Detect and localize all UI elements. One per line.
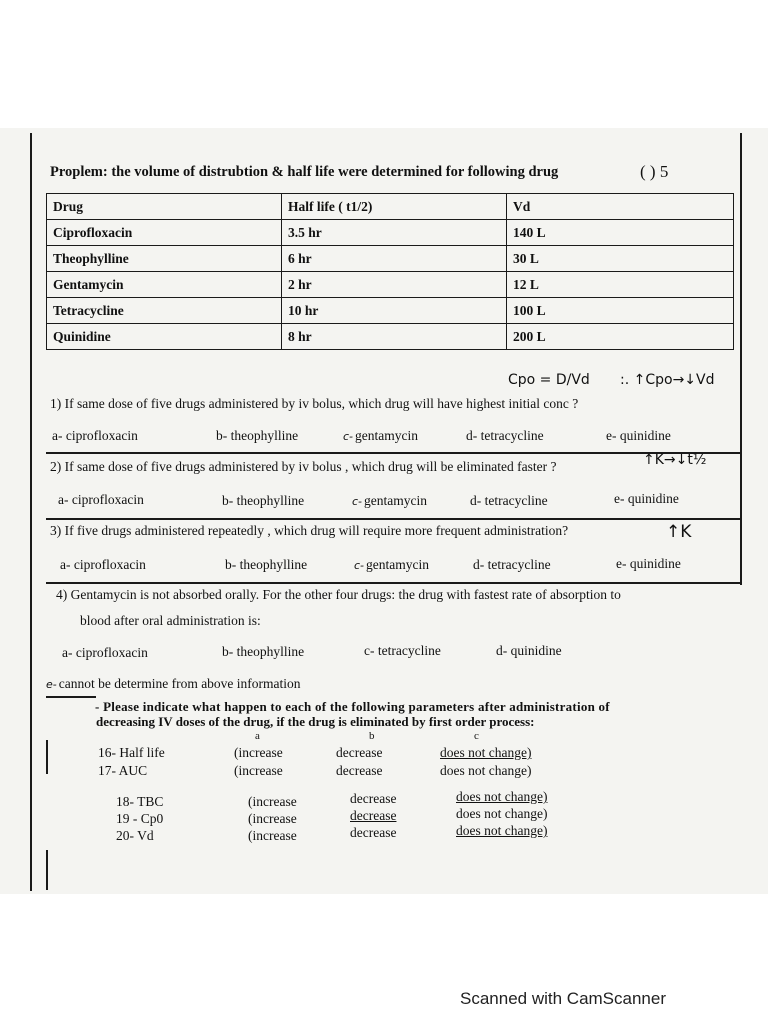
cell-vd: 12 L <box>507 272 734 298</box>
question-2: 2) If same dose of five drugs administered by iv bolus , which drug will be eliminated faster ? <box>50 459 557 474</box>
cell-half-life: 8 hr <box>282 324 507 350</box>
cell-vd: 100 L <box>507 298 734 324</box>
cell-drug: Ciprofloxacin <box>47 220 282 246</box>
problem-title: Proplem: the volume of distrubtion & half life were determined for following drug <box>50 164 559 180</box>
param-16-a: (increase <box>234 745 283 760</box>
param-19-c: does not change) <box>456 806 548 821</box>
q1-option-c-label: gentamycin <box>355 428 419 443</box>
drug-table <box>46 193 734 350</box>
divider <box>46 452 740 454</box>
q4-option-e-label: cannot be determine from above information <box>58 676 301 691</box>
question-1: 1) If same dose of five drugs administered by iv bolus, which drug will have highest initial conc ? <box>50 396 579 411</box>
check-mark-icon: c- <box>352 495 363 508</box>
header-half-life: Half life ( t1/2) <box>282 194 507 220</box>
question-5-line-2: decreasing IV doses of the drug, if the drug is eliminated by first order process: <box>96 714 535 729</box>
param-16-c: does not change) <box>440 745 532 760</box>
cell-half-life: 3.5 hr <box>282 220 507 246</box>
q3-option-c-label: gentamycin <box>366 557 430 572</box>
table-row <box>47 246 734 272</box>
q3-option-c <box>354 557 429 573</box>
divider <box>46 518 740 520</box>
table-row <box>47 324 734 350</box>
q2-option-b: b- theophylline <box>222 493 305 508</box>
table-row <box>47 298 734 324</box>
param-20-label: 20- Vd <box>116 828 154 843</box>
q3-option-b: b- theophylline <box>225 557 308 572</box>
question-4-line-1: 4) Gentamycin is not absorbed orally. For the other four drugs: the drug with fastest rate of absorption to <box>56 587 621 602</box>
param-20-a: (increase <box>248 828 297 843</box>
cell-vd: 200 L <box>507 324 734 350</box>
q1-option-e: e- quinidine <box>606 428 671 443</box>
scanner-watermark: Scanned with CamScanner <box>460 989 667 1008</box>
param-16-label: 16- Half life <box>98 745 165 760</box>
cell-drug: Quinidine <box>47 324 282 350</box>
check-mark-icon: e- <box>46 678 57 691</box>
table-row <box>47 272 734 298</box>
q3-option-a: a- ciprofloxacin <box>60 557 146 572</box>
margin-mark-left <box>46 740 48 774</box>
handnote-relation: :. ↑Cpo→↓Vd <box>620 372 715 388</box>
page-mark: ( ) 5 <box>640 162 669 181</box>
column-a-header: a <box>255 730 260 742</box>
q2-option-c-label: gentamycin <box>364 493 428 508</box>
param-18-a: (increase <box>248 794 297 809</box>
param-17-c: does not change) <box>440 763 532 778</box>
header-vd: Vd <box>507 194 734 220</box>
param-20-b: decrease <box>350 825 397 840</box>
cell-half-life: 10 hr <box>282 298 507 324</box>
page-left-border <box>30 133 32 891</box>
q4-option-c: c- tetracycline <box>364 643 441 658</box>
cell-half-life: 2 hr <box>282 272 507 298</box>
question-4-line-2: blood after oral administration is: <box>80 613 261 628</box>
header-drug: Drug <box>47 194 282 220</box>
q3-option-d: d- tetracycline <box>473 557 551 572</box>
table-header-row <box>47 194 734 220</box>
param-20-c: does not change) <box>456 823 548 838</box>
question-5-line-1: - Please indicate what happen to each of the following parameters after administration of <box>95 699 610 714</box>
cell-vd: 140 L <box>507 220 734 246</box>
q4-option-e <box>46 676 301 692</box>
column-c-header: c <box>474 730 479 742</box>
q1-option-a: a- ciprofloxacin <box>52 428 138 443</box>
cell-drug: Theophylline <box>47 246 282 272</box>
q1-option-d: d- tetracycline <box>466 428 544 443</box>
param-16-b: decrease <box>336 745 383 760</box>
param-17-b: decrease <box>336 763 383 778</box>
margin-mark-left-bottom <box>46 850 48 890</box>
cell-half-life: 6 hr <box>282 246 507 272</box>
cell-drug: Gentamycin <box>47 272 282 298</box>
q3-option-e: e- quinidine <box>616 556 681 571</box>
q1-option-b: b- theophylline <box>216 428 299 443</box>
check-mark-icon: c- <box>343 430 354 443</box>
q2-option-d: d- tetracycline <box>470 493 548 508</box>
column-b-header: b <box>369 730 375 742</box>
q2-option-e: e- quinidine <box>614 491 679 506</box>
q1-option-c <box>343 428 418 444</box>
question-3: 3) If five drugs administered repeatedly , which drug will require more frequent administration? <box>50 523 569 538</box>
param-19-label: 19 - Cp0 <box>116 811 164 826</box>
q4-option-a: a- ciprofloxacin <box>62 645 148 660</box>
param-18-b: decrease <box>350 791 397 806</box>
handnote-q2: ↑K→↓t½ <box>643 452 707 468</box>
param-18-label: 18- TBC <box>116 794 164 809</box>
q4-option-b: b- theophylline <box>222 644 305 659</box>
param-17-label: 17- AUC <box>98 763 148 778</box>
handnote-formula: Cpo = D/Vd <box>508 372 590 388</box>
cell-drug: Tetracycline <box>47 298 282 324</box>
q2-option-a: a- ciprofloxacin <box>58 492 144 507</box>
handnote-q3: ↑K <box>666 522 692 542</box>
cell-vd: 30 L <box>507 246 734 272</box>
q4-option-d: d- quinidine <box>496 643 562 658</box>
check-mark-icon: c- <box>354 559 365 572</box>
table-row <box>47 220 734 246</box>
param-19-a: (increase <box>248 811 297 826</box>
divider <box>46 582 740 584</box>
param-17-a: (increase <box>234 763 283 778</box>
q2-option-c <box>352 493 427 509</box>
divider <box>46 696 96 698</box>
param-18-c: does not change) <box>456 789 548 804</box>
page-right-border <box>740 133 742 585</box>
param-19-b: decrease <box>350 808 397 823</box>
